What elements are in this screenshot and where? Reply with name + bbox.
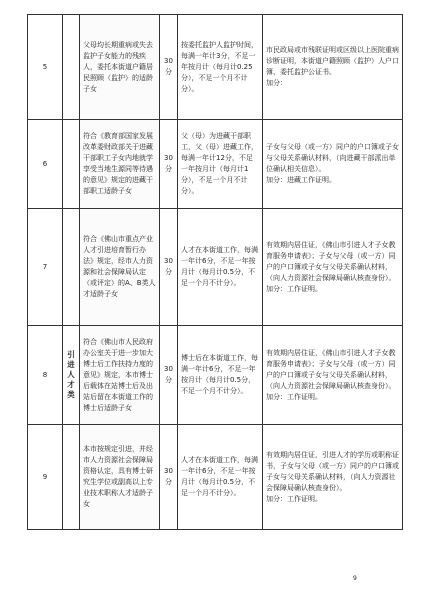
condition-cell: 符合《佛山市人民政府办公室关于进一步加大博士后工作扶持力度的意见》规定，本市博士后载体在站博士后及出站后留在本街道工作的博士后适龄子女 [80, 326, 160, 425]
condition-cell: 本市按规定引进，并经市人力资源社会保障局资格认定，具有博士研究生学位或副高以上专业技术职称人才适龄子女 [80, 425, 160, 530]
points-cell: 30分 [160, 326, 178, 425]
condition-cell: 符合《佛山市重点产业人才引进培育暂行办法》规定，经市人力资源和社会保障局认定（或评定）的A、B类人才适龄子女 [80, 209, 160, 326]
rule-cell: 按委托监护人监护时间，每满一年计3分，不足一年按月计（每月计0.25分），不足一个月不计分）。 [178, 15, 263, 120]
condition-cell: 符合《教育部国家发展改革委财政部关于进藏干部职工子女内地就学享受当地生源同等待遇的意见》规定的进藏干部职工适龄子女 [80, 120, 160, 209]
category-label: 引进人才类 [67, 350, 75, 399]
points-cell: 30分 [160, 209, 178, 326]
rule-cell: 人才在本街道工作，每满一年计6分，不足一年按月计（每月计0.5分，不足一个月不计分）。 [178, 425, 263, 530]
score-note: 加分：工作证明。 [266, 392, 322, 401]
category-cell-empty [63, 120, 80, 209]
category-cell-empty [63, 209, 80, 326]
score-note: 加分：工作证明。 [266, 494, 322, 503]
row-number: 7 [28, 209, 63, 326]
row-number: 6 [28, 120, 63, 209]
category-cell-empty [63, 15, 80, 120]
materials-text: 市民政局或市残联证明或区级以上医院重病诊断证明，本街道户籍照顾（监护）人户口簿，委托监护公证书。 [266, 46, 399, 76]
condition-cell: 父母均长期重病或失去监护子女能力的残疾人，委托本街道户籍居民照顾（监护）的适龄子女 [80, 15, 160, 120]
category-cell [63, 326, 80, 425]
rule-cell: 博士后在本街道工作，每满一年计6分，不足一年按月计（每月计0.5分，不足一个月不计分）。 [178, 326, 263, 425]
rule-cell: 人才在本街道工作，每满一年计6分，不足一年按月计（每月计0.5分，不足一个月不计分）。 [178, 209, 263, 326]
materials-text: 有效期内居住证，引进人才的学历或职称证书，子女与父母（或一方）同户的户口簿或子女与父母关系确认材料，（向人力资源社会保障局确认核查身份）。 [266, 450, 399, 492]
score-note: 加分：工作证明。 [266, 284, 322, 293]
score-note: 加分：进藏工作证明。 [266, 176, 336, 184]
page-number: 9 [353, 575, 357, 582]
table-row [28, 15, 403, 120]
materials-text: 有效期内居住证，《佛山市引进人才子女教育服务申请表》；子女与父母（或一方）同户的户口簿或子女与父母关系确认材料，（向人力资源社会保障局确认核查身份）。 [266, 240, 396, 282]
points-cell: 30分 [160, 425, 178, 530]
table-row [28, 120, 403, 209]
materials-cell [263, 209, 403, 326]
points-cell: 30分 [160, 120, 178, 209]
materials-cell [263, 120, 403, 209]
category-cell-empty [63, 425, 80, 530]
points-cell: 30分 [160, 15, 178, 120]
rule-cell: 父（母）为进藏干部职工，父（母）进藏工作，每满一年计12分，不足一年按月计（每月计1分），不足一个月不计分）。 [178, 120, 263, 209]
row-number: 9 [28, 425, 63, 530]
table-row [28, 425, 403, 530]
materials-cell [263, 15, 403, 120]
scoring-table [27, 14, 403, 530]
materials-cell [263, 326, 403, 425]
materials-text: 有效期内居住证，《佛山市引进人才子女教育服务申请表》；子女与父母（或一方）同户的户口簿或子女与父母关系确认材料，（向人力资源社会保障局确认核查身份）。 [266, 348, 396, 390]
materials-cell [263, 425, 403, 530]
materials-text: 子女与父母（或一方）同户的户口簿或子女与父母关系确认材料，（向进藏干部派出单位确认相关信息）。 [266, 143, 399, 173]
score-note: 加分： [266, 79, 287, 87]
row-number: 5 [28, 15, 63, 120]
table-row [28, 209, 403, 326]
row-number: 8 [28, 326, 63, 425]
table-row [28, 326, 403, 425]
